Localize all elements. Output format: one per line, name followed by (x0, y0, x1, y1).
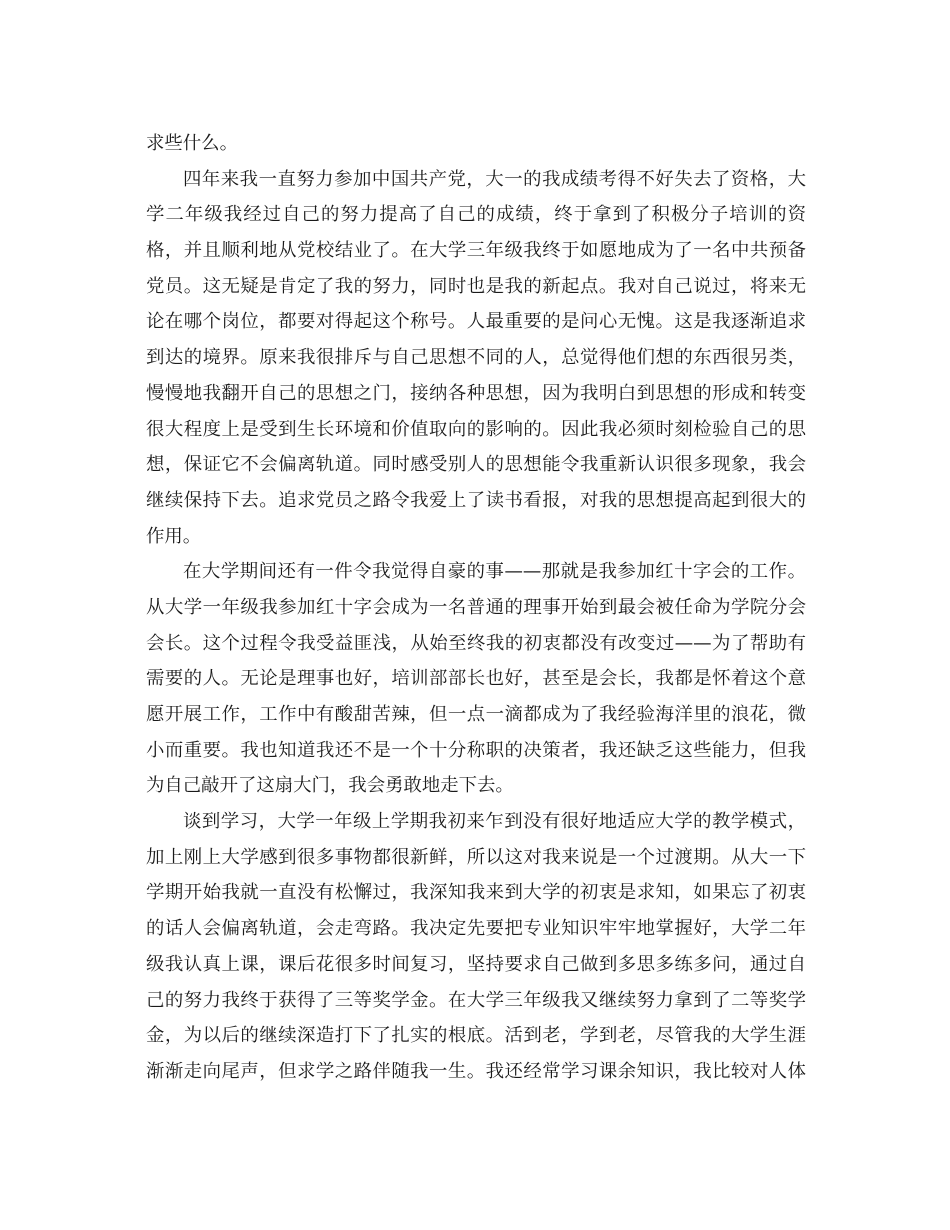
text-line: 渐渐走向尾声，但求学之路伴随我一生。我还经常学习课余知识，我比较对人体 (146, 1060, 806, 1082)
text-line: 到达的境界。原来我很排斥与自己思想不同的人，总觉得他们想的东西很另类， (146, 347, 806, 369)
text-line: 格，并且顺利地从党校结业了。在大学三年级我终于如愿地成为了一名中共预备 (146, 240, 806, 262)
text-line: 作用。 (146, 525, 202, 547)
text-line: 加上刚上大学感到很多事物都很新鲜，所以这对我来说是一个过渡期。从大一下 (146, 846, 806, 868)
text-line: 从大学一年级我参加红十字会成为一名普通的理事开始到最会被任命为学院分会 (146, 596, 806, 618)
text-line: 的话人会偏离轨道，会走弯路。我决定先要把专业知识牢牢地掌握好，大学二年 (146, 918, 806, 940)
paragraph (146, 126, 806, 162)
text-line: 学期开始我就一直没有松懈过，我深知我来到大学的初衷是求知，如果忘了初衷 (146, 882, 806, 904)
text-line: 级我认真上课，课后花很多时间复习，坚持要求自己做到多思多练多问，通过自 (146, 953, 806, 975)
text-line: 为自己敲开了这扇大门，我会勇敢地走下去。 (146, 775, 514, 797)
text-line: 求些什么。 (146, 133, 238, 154)
text-line: 学二年级我经过自己的努力提高了自己的成绩，终于拿到了积极分子培训的资 (146, 204, 806, 226)
text-line: 党员。这无疑是肯定了我的努力，同时也是我的新起点。我对自己说过，将来无 (146, 275, 806, 297)
text-line: 继续保持下去。追求党员之路令我爱上了读书看报，对我的思想提高起到很大的 (146, 489, 806, 511)
text-line: 愿开展工作，工作中有酸甜苦辣，但一点一滴都成为了我经验海洋里的浪花，微 (146, 704, 806, 725)
paragraph (146, 162, 806, 555)
document-body (146, 126, 806, 1090)
text-line: 谈到学习，大学一年级上学期我初来乍到没有很好地适应大学的教学模式， (183, 811, 806, 833)
text-line: 论在哪个岗位，都要对得起这个称号。人最重要的是问心无愧。这是我逐渐追求 (146, 311, 806, 333)
text-line: 会长。这个过程令我受益匪浅，从始至终我的初衷都没有改变过——为了帮助有 (146, 632, 806, 654)
text-line: 想，保证它不会偏离轨道。同时感受别人的思想能令我重新认识很多现象，我会 (146, 454, 806, 476)
text-line: 金，为以后的继续深造打下了扎实的根底。活到老，学到老，尽管我的大学生涯 (146, 1025, 806, 1047)
text-line: 需要的人。无论是理事也好，培训部部长也好，甚至是会长，我都是怀着这个意 (146, 668, 806, 690)
text-line: 很大程度上是受到生长环境和价值取向的影响的。因此我必须时刻检验自己的思 (146, 418, 806, 440)
paragraph (146, 804, 806, 1090)
text-line: 慢慢地我翻开自己的思想之门，接纳各种思想，因为我明白到思想的形成和转变 (146, 382, 806, 404)
text-line: 己的努力我终于获得了三等奖学金。在大学三年级我又继续努力拿到了二等奖学 (146, 989, 806, 1011)
text-line: 在大学期间还有一件令我觉得自豪的事——那就是我参加红十字会的工作。 (183, 561, 806, 583)
text-line: 小而重要。我也知道我还不是一个十分称职的决策者，我还缺乏这些能力，但我 (146, 739, 806, 761)
text-line: 四年来我一直努力参加中国共产党，大一的我成绩考得不好失去了资格，大 (183, 168, 806, 190)
paragraph (146, 554, 806, 804)
